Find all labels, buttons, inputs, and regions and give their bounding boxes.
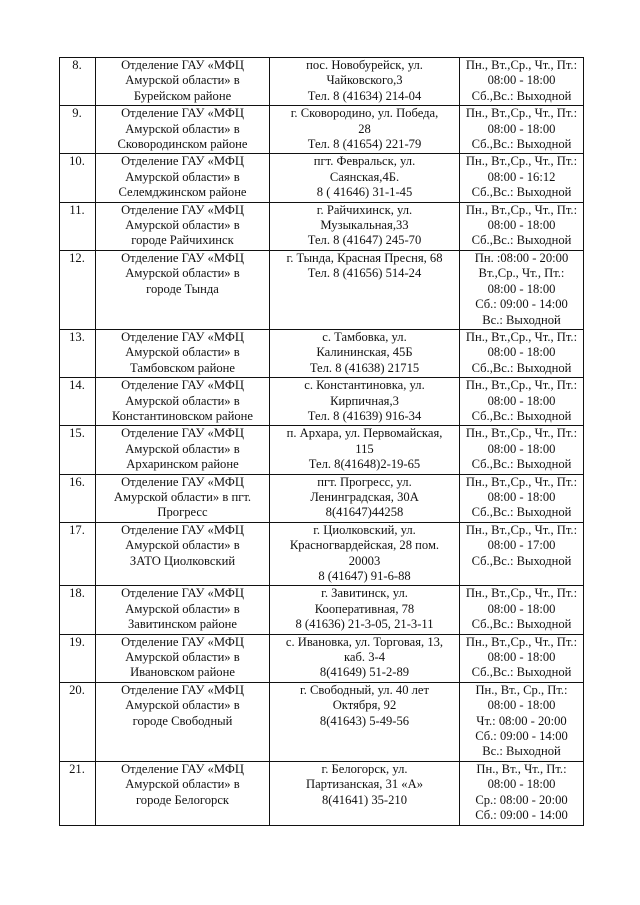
branch-name-line: Амурской области» в bbox=[125, 538, 240, 553]
hours-line: 08:00 - 18:00 bbox=[487, 441, 556, 456]
address-line: 28 bbox=[358, 121, 371, 136]
hours-line: Пн., Вт.,Ср., Чт., Пт.: bbox=[465, 378, 578, 393]
hours-line: 08:00 - 18:00 bbox=[487, 73, 556, 88]
branch-name-line: Отделение ГАУ «МФЦ bbox=[121, 586, 244, 601]
hours-line: 08:00 - 18:00 bbox=[487, 121, 556, 136]
address-line: Кирпичная,3 bbox=[330, 393, 399, 408]
address-cell bbox=[270, 154, 460, 202]
address-line: Тел. 8 (41639) 916-34 bbox=[307, 408, 422, 423]
table-row bbox=[60, 154, 584, 202]
address-cell bbox=[270, 682, 460, 761]
hours-line: 08:00 - 18:00 bbox=[487, 601, 556, 616]
row-number: 9. bbox=[60, 106, 96, 154]
branch-name-line: Отделение ГАУ «МФЦ bbox=[121, 761, 244, 776]
address-line: с. Ивановка, ул. Торговая, 13, bbox=[285, 634, 444, 649]
table-row bbox=[60, 58, 584, 106]
hours-line: 08:00 - 18:00 bbox=[487, 345, 556, 360]
hours-line: 08:00 - 18:00 bbox=[487, 281, 556, 296]
hours-cell bbox=[460, 106, 584, 154]
address-cell bbox=[270, 106, 460, 154]
address-cell bbox=[270, 634, 460, 682]
address-line: г. Райчихинск, ул. bbox=[316, 202, 413, 217]
address-cell bbox=[270, 474, 460, 522]
address-line: г. Белогорск, ул. bbox=[321, 761, 408, 776]
hours-line: Пн., Вт.,Ср., Чт., Пт.: bbox=[465, 426, 578, 441]
branch-name-line: Амурской области» в bbox=[125, 601, 240, 616]
hours-line: Сб.,Вс.: Выходной bbox=[471, 88, 572, 103]
address-line: 20003 bbox=[348, 553, 381, 568]
hours-line: Сб.,Вс.: Выходной bbox=[471, 505, 572, 520]
address-line: Октября, 92 bbox=[332, 698, 397, 713]
branch-name-cell bbox=[96, 58, 270, 106]
hours-line: Вс.: Выходной bbox=[482, 312, 561, 327]
hours-cell bbox=[460, 378, 584, 426]
hours-line: Пн., Вт.,Ср., Чт., Пт.: bbox=[465, 106, 578, 121]
address-line: г. Тында, Красная Пресня, 68 bbox=[286, 250, 443, 265]
table-row bbox=[60, 106, 584, 154]
branch-name-line: Амурской области» в bbox=[125, 121, 240, 136]
hours-line: Сб.,Вс.: Выходной bbox=[471, 185, 572, 200]
table-row bbox=[60, 634, 584, 682]
branch-name-line: ЗАТО Циолковский bbox=[129, 553, 236, 568]
address-line: с. Константиновка, ул. bbox=[304, 378, 425, 393]
hours-line: Чт.: 08:00 - 20:00 bbox=[476, 713, 567, 728]
address-line: п. Архара, ул. Первомайская, bbox=[286, 426, 443, 441]
address-line: пос. Новобурейск, ул. bbox=[306, 58, 423, 72]
table-row bbox=[60, 586, 584, 634]
branch-name-cell bbox=[96, 761, 270, 825]
table-body bbox=[60, 58, 584, 826]
branch-name-line: Амурской области» в bbox=[125, 698, 240, 713]
address-line: г. Свободный, ул. 40 лет bbox=[299, 682, 430, 697]
hours-line: Пн., Вт.,Ср., Чт., Пт.: bbox=[465, 58, 578, 72]
branch-name-line: Тамбовском районе bbox=[129, 360, 235, 375]
address-line: 8(41649) 51-2-89 bbox=[319, 665, 410, 680]
branch-name-line: Отделение ГАУ «МФЦ bbox=[121, 106, 244, 121]
branch-name-line: Амурской области» в bbox=[125, 218, 240, 233]
branch-name-line: Отделение ГАУ «МФЦ bbox=[121, 58, 244, 72]
row-number: 11. bbox=[60, 202, 96, 250]
address-line: Кооперативная, 78 bbox=[314, 601, 415, 616]
row-number: 15. bbox=[60, 426, 96, 474]
branch-name-line: Отделение ГАУ «МФЦ bbox=[121, 329, 244, 344]
branch-name-line: Отделение ГАУ «МФЦ bbox=[121, 154, 244, 169]
row-number: 18. bbox=[60, 586, 96, 634]
row-number: 21. bbox=[60, 761, 96, 825]
address-line: Тел. 8 (41656) 514-24 bbox=[307, 266, 422, 281]
branch-name-line: Амурской области» в bbox=[125, 169, 240, 184]
address-line: 8(41641) 35-210 bbox=[322, 792, 407, 807]
hours-line: Пн. :08:00 - 20:00 bbox=[474, 250, 569, 265]
hours-cell bbox=[460, 522, 584, 586]
branch-name-line: Селемджинском районе bbox=[118, 185, 247, 200]
address-cell bbox=[270, 761, 460, 825]
address-line: Тел. 8 (41638) 21715 bbox=[309, 360, 420, 375]
branch-name-line: Амурской области» в пгт. bbox=[113, 489, 252, 504]
branch-name-line: Отделение ГАУ «МФЦ bbox=[121, 202, 244, 217]
hours-line: 08:00 - 16:12 bbox=[487, 169, 556, 184]
hours-line: Сб.,Вс.: Выходной bbox=[471, 233, 572, 248]
address-cell bbox=[270, 522, 460, 586]
hours-line: 08:00 - 18:00 bbox=[487, 650, 556, 665]
table-row bbox=[60, 329, 584, 377]
hours-cell bbox=[460, 761, 584, 825]
hours-cell bbox=[460, 58, 584, 106]
branch-name-line: Завитинском районе bbox=[127, 617, 238, 632]
address-line: с. Тамбовка, ул. bbox=[322, 329, 407, 344]
branch-name-line: Амурской области» в bbox=[125, 266, 240, 281]
branch-name-line: Отделение ГАУ «МФЦ bbox=[121, 682, 244, 697]
hours-line: Пн., Вт., Ср., Пт.: bbox=[475, 682, 568, 697]
hours-line: 08:00 - 18:00 bbox=[487, 698, 556, 713]
branch-name-line: Амурской области» в bbox=[125, 345, 240, 360]
address-cell bbox=[270, 586, 460, 634]
row-number: 14. bbox=[60, 378, 96, 426]
row-number: 12. bbox=[60, 250, 96, 329]
address-cell bbox=[270, 58, 460, 106]
branch-name-cell bbox=[96, 522, 270, 586]
branch-name-line: Отделение ГАУ «МФЦ bbox=[121, 474, 244, 489]
address-cell bbox=[270, 202, 460, 250]
branch-name-line: Бурейском районе bbox=[133, 88, 232, 103]
hours-line: Сб.,Вс.: Выходной bbox=[471, 137, 572, 152]
hours-cell bbox=[460, 586, 584, 634]
address-line: г. Сковородино, ул. Победа, bbox=[290, 106, 439, 121]
hours-line: Вт.,Ср., Чт., Пт.: bbox=[478, 266, 565, 281]
branch-name-line: Отделение ГАУ «МФЦ bbox=[121, 250, 244, 265]
branch-name-line: Отделение ГАУ «МФЦ bbox=[121, 378, 244, 393]
branch-name-line: Отделение ГАУ «МФЦ bbox=[121, 522, 244, 537]
address-line: 8 (41636) 21-3-05, 21-3-11 bbox=[295, 617, 434, 632]
address-line: Чайковского,3 bbox=[326, 73, 403, 88]
branch-name-line: Ивановском районе bbox=[130, 665, 235, 680]
hours-line: Пн., Вт.,Ср., Чт., Пт.: bbox=[465, 202, 578, 217]
address-line: Музыкальная,33 bbox=[320, 218, 409, 233]
branch-name-line: Амурской области» в bbox=[125, 650, 240, 665]
row-number: 19. bbox=[60, 634, 96, 682]
hours-line: Сб.,Вс.: Выходной bbox=[471, 665, 572, 680]
table-row bbox=[60, 202, 584, 250]
hours-cell bbox=[460, 154, 584, 202]
table-row bbox=[60, 761, 584, 825]
branch-name-line: городе Тында bbox=[146, 281, 219, 296]
branch-name-line: Амурской области» в bbox=[125, 393, 240, 408]
hours-line: Сб.,Вс.: Выходной bbox=[471, 457, 572, 472]
address-line: 8(41647)44258 bbox=[325, 505, 404, 520]
hours-cell bbox=[460, 250, 584, 329]
hours-cell bbox=[460, 202, 584, 250]
address-line: Тел. 8 (41647) 245-70 bbox=[307, 233, 422, 248]
hours-line: Сб.,Вс.: Выходной bbox=[471, 617, 572, 632]
hours-line: Пн., Вт.,Ср., Чт., Пт.: bbox=[465, 522, 578, 537]
branch-name-cell bbox=[96, 106, 270, 154]
branch-name-line: Архаринском районе bbox=[126, 457, 239, 472]
branch-name-line: Прогресс bbox=[157, 505, 208, 520]
address-line: 8 ( 41646) 31-1-45 bbox=[316, 185, 413, 200]
address-line: Тел. 8 (41634) 214-04 bbox=[307, 88, 422, 103]
address-line: Ленинградская, 30А bbox=[310, 489, 419, 504]
address-cell bbox=[270, 426, 460, 474]
hours-line: 08:00 - 18:00 bbox=[487, 489, 556, 504]
row-number: 10. bbox=[60, 154, 96, 202]
hours-line: 08:00 - 18:00 bbox=[487, 218, 556, 233]
hours-line: 08:00 - 17:00 bbox=[487, 538, 556, 553]
hours-line: Сб.,Вс.: Выходной bbox=[471, 360, 572, 375]
hours-cell bbox=[460, 634, 584, 682]
row-number: 20. bbox=[60, 682, 96, 761]
table-row bbox=[60, 378, 584, 426]
table-row bbox=[60, 682, 584, 761]
hours-cell bbox=[460, 329, 584, 377]
address-line: пгт. Прогресс, ул. bbox=[317, 474, 412, 489]
table-row bbox=[60, 474, 584, 522]
branch-name-line: Константиновском районе bbox=[111, 408, 254, 423]
branch-name-line: Амурской области» в bbox=[125, 777, 240, 792]
hours-line: Пн., Вт.,Ср., Чт., Пт.: bbox=[465, 634, 578, 649]
hours-line: Пн., Вт.,Ср., Чт., Пт.: bbox=[465, 474, 578, 489]
table-row bbox=[60, 426, 584, 474]
branch-name-line: Амурской области» в bbox=[125, 73, 240, 88]
branch-name-cell bbox=[96, 474, 270, 522]
branch-name-line: Отделение ГАУ «МФЦ bbox=[121, 426, 244, 441]
hours-line: Сб.,Вс.: Выходной bbox=[471, 553, 572, 568]
table-row bbox=[60, 522, 584, 586]
branch-name-cell bbox=[96, 329, 270, 377]
branch-name-line: городе Свободный bbox=[132, 713, 233, 728]
row-number: 17. bbox=[60, 522, 96, 586]
address-line: 8(41643) 5-49-56 bbox=[319, 713, 410, 728]
branch-name-cell bbox=[96, 378, 270, 426]
hours-line: Сб.: 09:00 - 14:00 bbox=[475, 808, 568, 823]
hours-line: 08:00 - 18:00 bbox=[487, 777, 556, 792]
hours-line: Пн., Вт.,Ср., Чт., Пт.: bbox=[465, 329, 578, 344]
address-cell bbox=[270, 329, 460, 377]
address-cell bbox=[270, 378, 460, 426]
address-line: г. Циолковский, ул. bbox=[313, 522, 416, 537]
address-line: Красногвардейская, 28 пом. bbox=[289, 538, 440, 553]
branch-name-line: Отделение ГАУ «МФЦ bbox=[121, 634, 244, 649]
address-line: пгт. Февральск, ул. bbox=[313, 154, 416, 169]
address-line: Партизанская, 31 «А» bbox=[306, 777, 423, 792]
hours-line: Пн., Вт., Чт., Пт.: bbox=[476, 761, 567, 776]
address-line: Тел. 8 (41654) 221-79 bbox=[307, 137, 422, 152]
branch-name-cell bbox=[96, 154, 270, 202]
hours-line: 08:00 - 18:00 bbox=[487, 393, 556, 408]
branch-name-line: городе Белогорск bbox=[135, 792, 230, 807]
address-line: Саянская,4Б. bbox=[329, 169, 400, 184]
hours-line: Вс.: Выходной bbox=[482, 744, 561, 759]
address-cell bbox=[270, 250, 460, 329]
hours-cell bbox=[460, 474, 584, 522]
branch-name-cell bbox=[96, 250, 270, 329]
row-number: 16. bbox=[60, 474, 96, 522]
address-line: 115 bbox=[355, 441, 374, 456]
hours-cell bbox=[460, 682, 584, 761]
hours-line: Сб.,Вс.: Выходной bbox=[471, 408, 572, 423]
branch-name-cell bbox=[96, 634, 270, 682]
address-line: 8 (41647) 91-6-88 bbox=[318, 569, 411, 583]
address-line: каб. 3-4 bbox=[343, 650, 385, 665]
address-line: Калининская, 45Б bbox=[316, 345, 413, 360]
branch-name-cell bbox=[96, 682, 270, 761]
hours-line: Сб.: 09:00 - 14:00 bbox=[475, 297, 568, 312]
hours-line: Ср.: 08:00 - 20:00 bbox=[475, 792, 568, 807]
mfc-branches-table bbox=[59, 57, 584, 826]
hours-line: Сб.: 09:00 - 14:00 bbox=[475, 729, 568, 744]
branch-name-cell bbox=[96, 202, 270, 250]
row-number: 13. bbox=[60, 329, 96, 377]
branch-name-cell bbox=[96, 426, 270, 474]
address-line: Тел. 8(41648)2-19-65 bbox=[308, 457, 421, 472]
address-line: г. Завитинск, ул. bbox=[321, 586, 408, 601]
branch-name-line: Амурской области» в bbox=[125, 441, 240, 456]
hours-cell bbox=[460, 426, 584, 474]
hours-line: Пн., Вт.,Ср., Чт., Пт.: bbox=[465, 586, 578, 601]
hours-line: Пн., Вт.,Ср., Чт., Пт.: bbox=[465, 154, 578, 169]
branch-name-line: Сковородинском районе bbox=[117, 137, 248, 152]
branch-name-line: городе Райчихинск bbox=[131, 233, 234, 248]
row-number: 8. bbox=[60, 58, 96, 106]
table-row bbox=[60, 250, 584, 329]
branch-name-cell bbox=[96, 586, 270, 634]
